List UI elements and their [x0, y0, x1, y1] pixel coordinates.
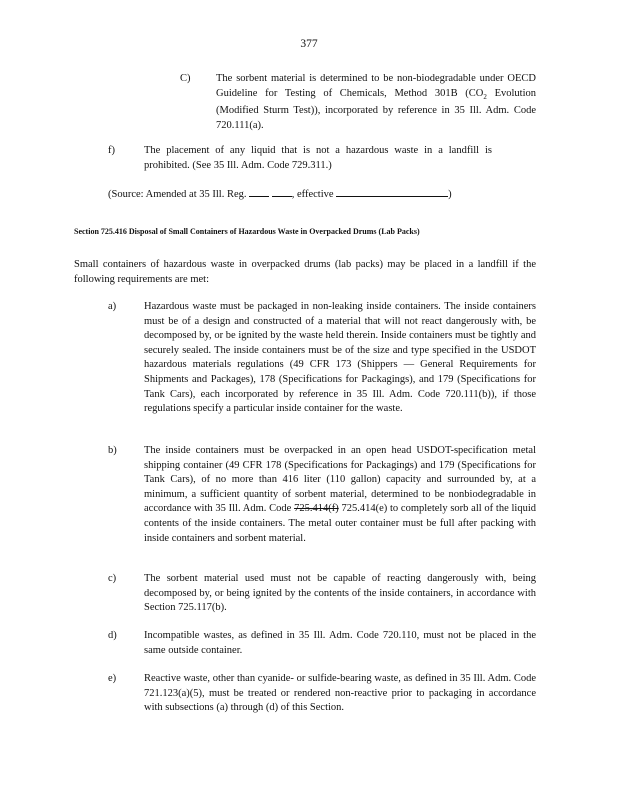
item-C-label: C) — [180, 73, 191, 84]
item-b-text: The inside containers must be overpacked in an open head USDOT-specification metal shipping container (49 CFR 178 (Specifications for Packagings) and 179 (Specifications for Tank Cars), of no more than 416 liter (110 gallon) capacity and surrounded by, at a minimum, a sufficient quantity of sorbent material, determined to be nonbiodegradable in accordance with 35 Ill. Adm. Code 725.414(f) 725.414(e) to completely sorb all of the liquid contents of the inside containers. The metal outer container must be full after packing with inside containers and sorbent material. — [144, 445, 536, 544]
item-d-label: d) — [108, 630, 117, 641]
item-a-text: Hazardous waste must be packaged in non-leaking inside containers. The inside containers must be of a design and constructed of a material that will not react dangerously with, be decomposed by, or be ignited by the waste held therein. Inside containers must be tightly and securely sealed. The inside containers must be of the size and type specified in the USDOT hazardous materials regulations (49 CFR 173 (Shippers — General Requirements for Shipments and Packages), 178 (Specifications for Packagings), and 179 (Specifications for Tank Cars), each incorporated by reference in 35 Ill. Adm. Code 720.111(b)), if those regulations specify a particular inside container for the waste. — [144, 301, 536, 415]
item-C-text: The sorbent material is determined to be non-biodegradable under OECD Guideline for Testing of Chemicals, Method 301B ($CO_2$ Evolution (Modified Sturm Test)), incorporated by reference in 35 Ill. Adm. Code 720.111(a). — [216, 73, 536, 131]
source-note: (Source: Amended at 35 Ill. Reg. , effective ) — [108, 186, 528, 203]
item-f-label: f) — [108, 145, 115, 156]
item-a-label: a) — [108, 301, 117, 312]
page-number: 377 — [300, 38, 318, 50]
item-b-label: b) — [108, 445, 117, 456]
struck-citation: 725.414(f) — [294, 503, 339, 515]
intro-paragraph: Small containers of hazardous waste in overpacked drums (lab packs) may be placed in a landfill if the following requirements are met: — [74, 259, 536, 285]
item-d-text: Incompatible wastes, as defined in 35 Ill. Adm. Code 720.110, must not be placed in the same outside container. — [144, 630, 536, 656]
item-f-text: The placement of any liquid that is not a hazardous waste in a landfill is prohibited. (See 35 Ill. Adm. Code 729.311.) — [144, 145, 492, 171]
item-c-label: c) — [108, 573, 117, 584]
item-e-label: e) — [108, 673, 117, 684]
item-e-text: Reactive waste, other than cyanide- or sulfide-bearing waste, as defined in 35 Ill. Adm. Code 721.123(a)(5), must be treated or rendered non-reactive prior to packaging in accordance with subsections (a) through (d) of this Section. — [144, 673, 536, 714]
item-c-text: The sorbent material used must not be capable of reacting dangerously with, being decomposed by, or being ignited by the contents of the inside containers, in accordance with Section 725.117(b). — [144, 573, 536, 614]
section-heading: Section 725.416 Disposal of Small Containers of Hazardous Waste in Overpacked Drums (Lab Packs) — [74, 227, 420, 236]
